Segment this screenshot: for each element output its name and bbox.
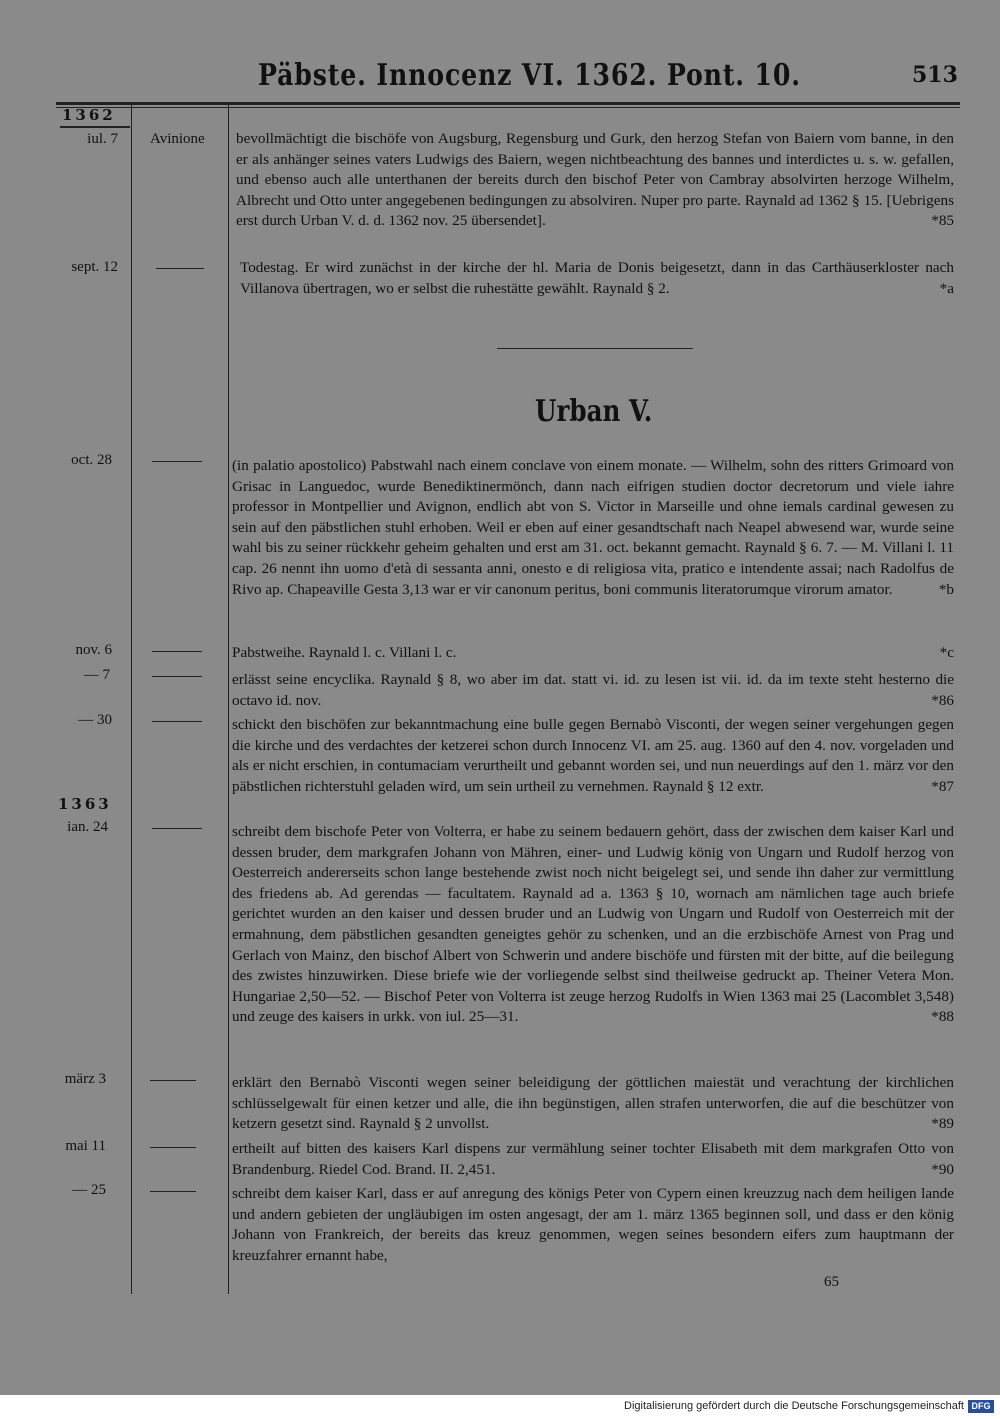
column-divider-right (228, 104, 229, 1294)
entry-text: schreibt dem bischofe Peter von Volterra, er habe zu seinem bedauern gehört, dass der zwischen dem kaiser Karl und dessen bruder, dem markgrafen Johann von Mähren, einer- und Ludwig könig von Ungarn und Rudolf herzog von Oesterreich andererseits schon lange bestehende zwist noch nicht beigelegt sei, und sende ihn daher zur vermittlung des friedens ab. Ad gerendas — facultatem. Raynald ad a. 1363 § 10, wornach am nämlichen tage auch briefe gerichtet wurden an den kaiser und dessen bruder und an Ludwig von Ungarn und Rudolf von Oesterreich mit der ermahnung, dem päbstlichen gesandten geneigtes gehör zu schenken, und an die erzbischöfe Arnest von Prag und Gerlach von Mainz, den bischof Albert von Schwerin und andere bischöfe und fürsten mit der bitte, auf die beilegung des zwistes hinzuwirken. Diese briefe wie der vorliegende selbst sind theilweise gedruckt ap. Theiner Vetera Mon. Hungariae 2,50—52. — Bischof Peter von Volterra ist zeuge herzog Rudolfs in Wien 1363 mai 25 (Lacomblet 3,548) und zeuge des kaisers in urkk. von iul. 25—31. (232, 823, 954, 1026)
entry-text: ertheilt auf bitten des kaisers Karl dispens zur vermählung seiner tochter Elisabeth mit dem markgrafen Otto von Brandenburg. Riedel Cod. Brand. II. 2,451. (232, 1140, 954, 1178)
regest-entry (232, 1073, 954, 1135)
regest-entry (240, 258, 954, 299)
footer-bar (0, 1395, 1000, 1419)
header-rule-thin (56, 107, 960, 108)
entry-date: nov. 6 (75, 642, 112, 658)
entry-date: märz 3 (64, 1071, 106, 1087)
entry-date: sept. 12 (71, 259, 118, 275)
entry-date: ian. 24 (67, 819, 108, 835)
entry-text: Todestag. Er wird zunächst in der kirche der hl. Maria de Donis beigesetzt, dann in das Carthäuserkloster nach Villanova übertragen, wo er selbst die ruhestätte gewählt. Raynald § 2. (240, 259, 954, 297)
entry-number: *87 (931, 777, 954, 795)
page-number: 513 (912, 62, 958, 88)
regest-entry (232, 643, 954, 664)
place-dash (152, 461, 202, 462)
year-label-1363: 1363 (58, 795, 112, 813)
entry-number: *86 (931, 691, 954, 709)
entry-text: erklärt den Bernabò Visconti wegen seiner beleidigung der göttlichen maiestät und verachtung der kirchlichen schlüsselgewalt für einen ketzer und alle, die ihn begünstigen, allen strafen unterworfen, die auf die beschützer von ketzern gesetzt sind. Raynald § 2 unvollst. (232, 1074, 954, 1133)
place-dash (156, 268, 204, 269)
place-dash (152, 676, 202, 677)
entry-date: — 25 (72, 1182, 106, 1198)
section-title: Urban V. (535, 394, 653, 429)
entry-text: schickt den bischöfen zur bekanntmachung eine bulle gegen Bernabò Visconti, der wegen seiner vergehungen gegen die kirche und des verdachtes der ketzerei schon durch Innocenz VI. am 25. aug. 1360 auf den 4. nov. vorgeladen und als er nicht erschien, in contumaciam verurtheilt und gebannt worden sei, und nun neuerdings auf den 1. märz vor den päbstlichen richterstuhl geladen wird, um sein urtheil zu vernehmen. Raynald § 12 extr. (232, 716, 954, 795)
regest-entry (232, 1184, 954, 1266)
entry-date: iul. 7 (87, 131, 118, 147)
entry-number: *90 (931, 1160, 954, 1178)
place-dash (152, 721, 202, 722)
entry-number: *89 (931, 1115, 954, 1133)
entry-text: schreibt dem kaiser Karl, dass er auf anregung des königs Peter von Cypern einen kreuzzug nach dem heiligen lande und andern gebieten der ungläubigen im osten angesagt, der am 1. märz 1365 beginnen soll, und dass er den könig Johann von Frankreich, der bereits das kreuz genommen, wegen seines besondern eifers zum hauptmann der kreuzfahrer ernannt habe, (232, 1185, 954, 1264)
entry-date: oct. 28 (71, 452, 112, 468)
place-dash (152, 828, 202, 829)
entry-number: *85 (931, 212, 954, 230)
entry-text: erlässt seine encyclika. Raynald § 8, wo aber im dat. statt vi. id. zu lesen ist vii. id. da im texte steht hesterno die octavo id. nov. (232, 671, 954, 709)
entry-date: — 7 (83, 667, 110, 683)
entry-date: — 30 (78, 712, 112, 728)
place-dash (150, 1080, 196, 1081)
place-dash (150, 1191, 196, 1192)
regest-entry (232, 670, 954, 711)
year-label-1362: 1362 (62, 106, 116, 124)
running-header-title: Päbste. Innocenz VI. 1362. Pont. 10. (258, 58, 801, 93)
section-divider (497, 348, 693, 349)
footer-credit: Digitalisierung gefördert durch die Deutsche Forschungsgemeinschaft (624, 1400, 964, 1412)
regest-entry (232, 715, 954, 797)
dfg-logo: DFG (968, 1400, 994, 1413)
column-divider-left (131, 104, 132, 1294)
entry-number: *88 (931, 1008, 954, 1026)
regest-entry (236, 129, 954, 232)
signature-mark: 65 (824, 1274, 839, 1290)
entry-text: Pabstweihe. Raynald l. c. Villani l. c. (232, 644, 457, 661)
entry-place: Avinione (150, 131, 205, 147)
regest-entry (232, 1139, 954, 1180)
entry-text: (in palatio apostolico) Pabstwahl nach einem conclave von einem monate. — Wilhelm, sohn des ritters Grimoard von Grisac in Languedoc, wurde Benediktinermönch, dann nach eifrigen studien doctor decretorum und viele iahre professor in Montpellier und Avignon, endlich abt von S. Victor in Marseille und ohne iemals cardinal gewesen zu sein auf den päbstlichen stuhl erhoben. Weil er eben auf einer gesandtschaft nach Neapel abwesend war, wurde seine wahl bis zu seiner rückkehr geheim gehalten und erst am 31. oct. bekannt gemacht. Raynald § 6. 7. — M. Villani l. 11 cap. 26 nennt ihn uomo d'età di sessanta anni, onesto e di religiosa vita, pratico e intendente assai; nach Radolfus de Rivo ap. Chapeaville Gesta 3,13 war er vir canonum peritus, boni communis literatorumque virorum amator. (232, 457, 954, 598)
regest-entry (232, 822, 954, 1028)
entry-date: mai 11 (65, 1138, 106, 1154)
year-underline (60, 126, 130, 128)
place-dash (150, 1147, 196, 1148)
entry-number: *b (938, 580, 954, 598)
entry-text: bevollmächtigt die bischöfe von Augsburg, Regensburg und Gurk, den herzog Stefan von Baiern vom banne, in den er als anhänger seines vaters Ludwigs des Baiern, wegen nichtbeachtung des bannes und interdictes u. s. w. gefallen, und ebenso auch alle unterthanen der bereits durch den bischof Peter von Cambray absolvirten herzoge Wilhelm, Albrecht und Otto unter angegebenen bedingungen zu absolviren. Nuper pro parte. Raynald ad 1362 § 15. [Uebrigens erst durch Urban V. d. d. 1362 nov. 25 übersendet]. (236, 130, 954, 230)
regest-entry (232, 456, 954, 600)
header-rule-thick (56, 102, 960, 105)
entry-number: *c (939, 644, 954, 661)
entry-number: *a (939, 279, 954, 297)
place-dash (152, 651, 202, 652)
